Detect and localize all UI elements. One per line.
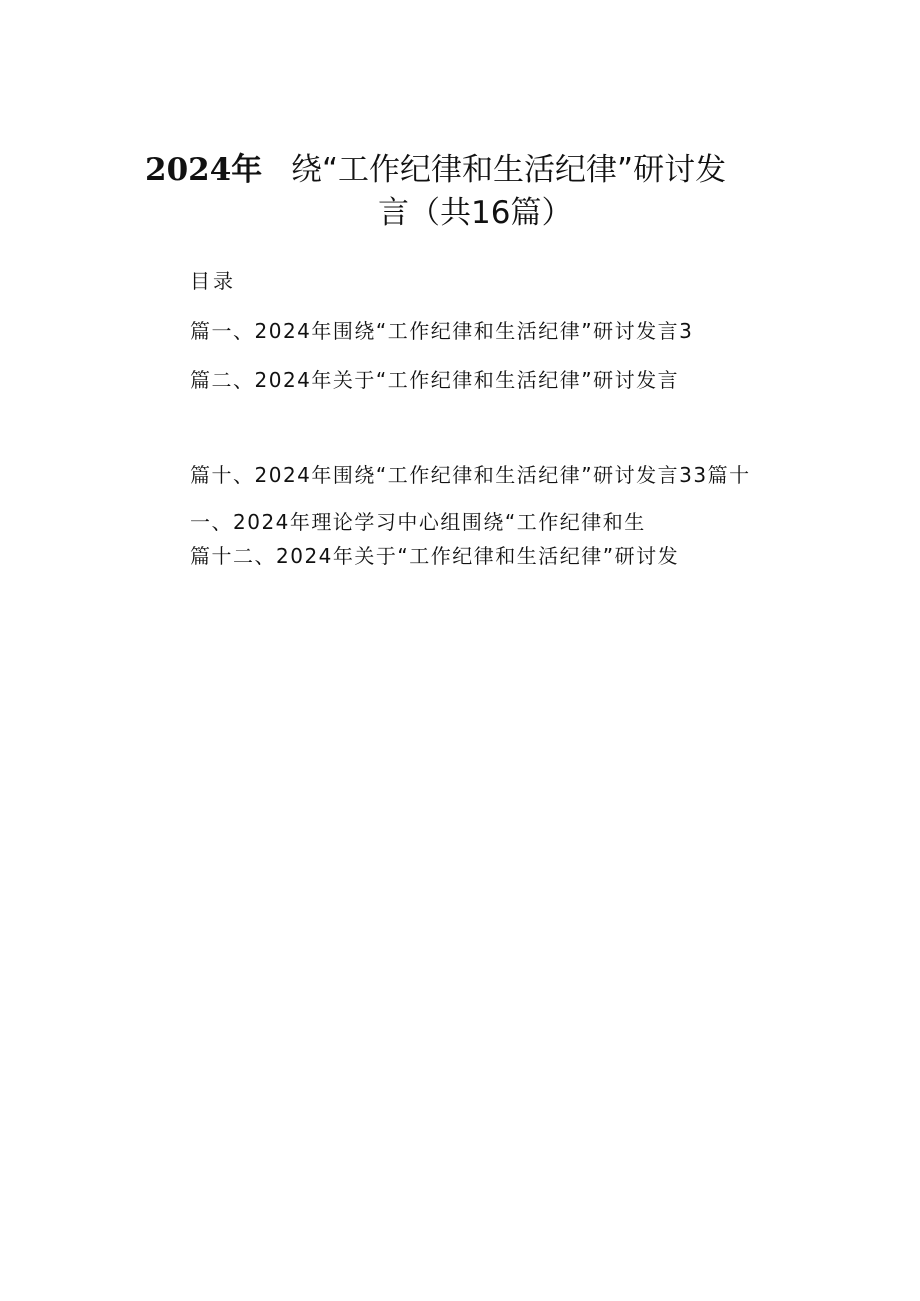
toc-entry: 篇十、2024年围绕“工作纪律和生活纪律”研讨发言33篇十 bbox=[190, 463, 751, 487]
toc-entry: 一、2024年理论学习中心组围绕“工作纪律和生 bbox=[190, 510, 646, 534]
toc-entry: 篇一、2024年围绕“工作纪律和生活纪律”研讨发言3 bbox=[190, 319, 694, 343]
title-year-text: 2024年 bbox=[145, 152, 263, 188]
document-title-year bbox=[145, 150, 262, 190]
toc-entry: 篇二、2024年关于“工作纪律和生活纪律”研讨发言 bbox=[190, 368, 680, 392]
toc-heading: 目录 bbox=[190, 269, 236, 293]
toc-entry: 篇十二、2024年关于“工作纪律和生活纪律”研讨发 bbox=[190, 544, 680, 568]
document-title-line2: 言（共16篇） bbox=[378, 195, 573, 231]
document-title-line1: 绕“工作纪律和生活纪律”研讨发 bbox=[291, 152, 727, 188]
